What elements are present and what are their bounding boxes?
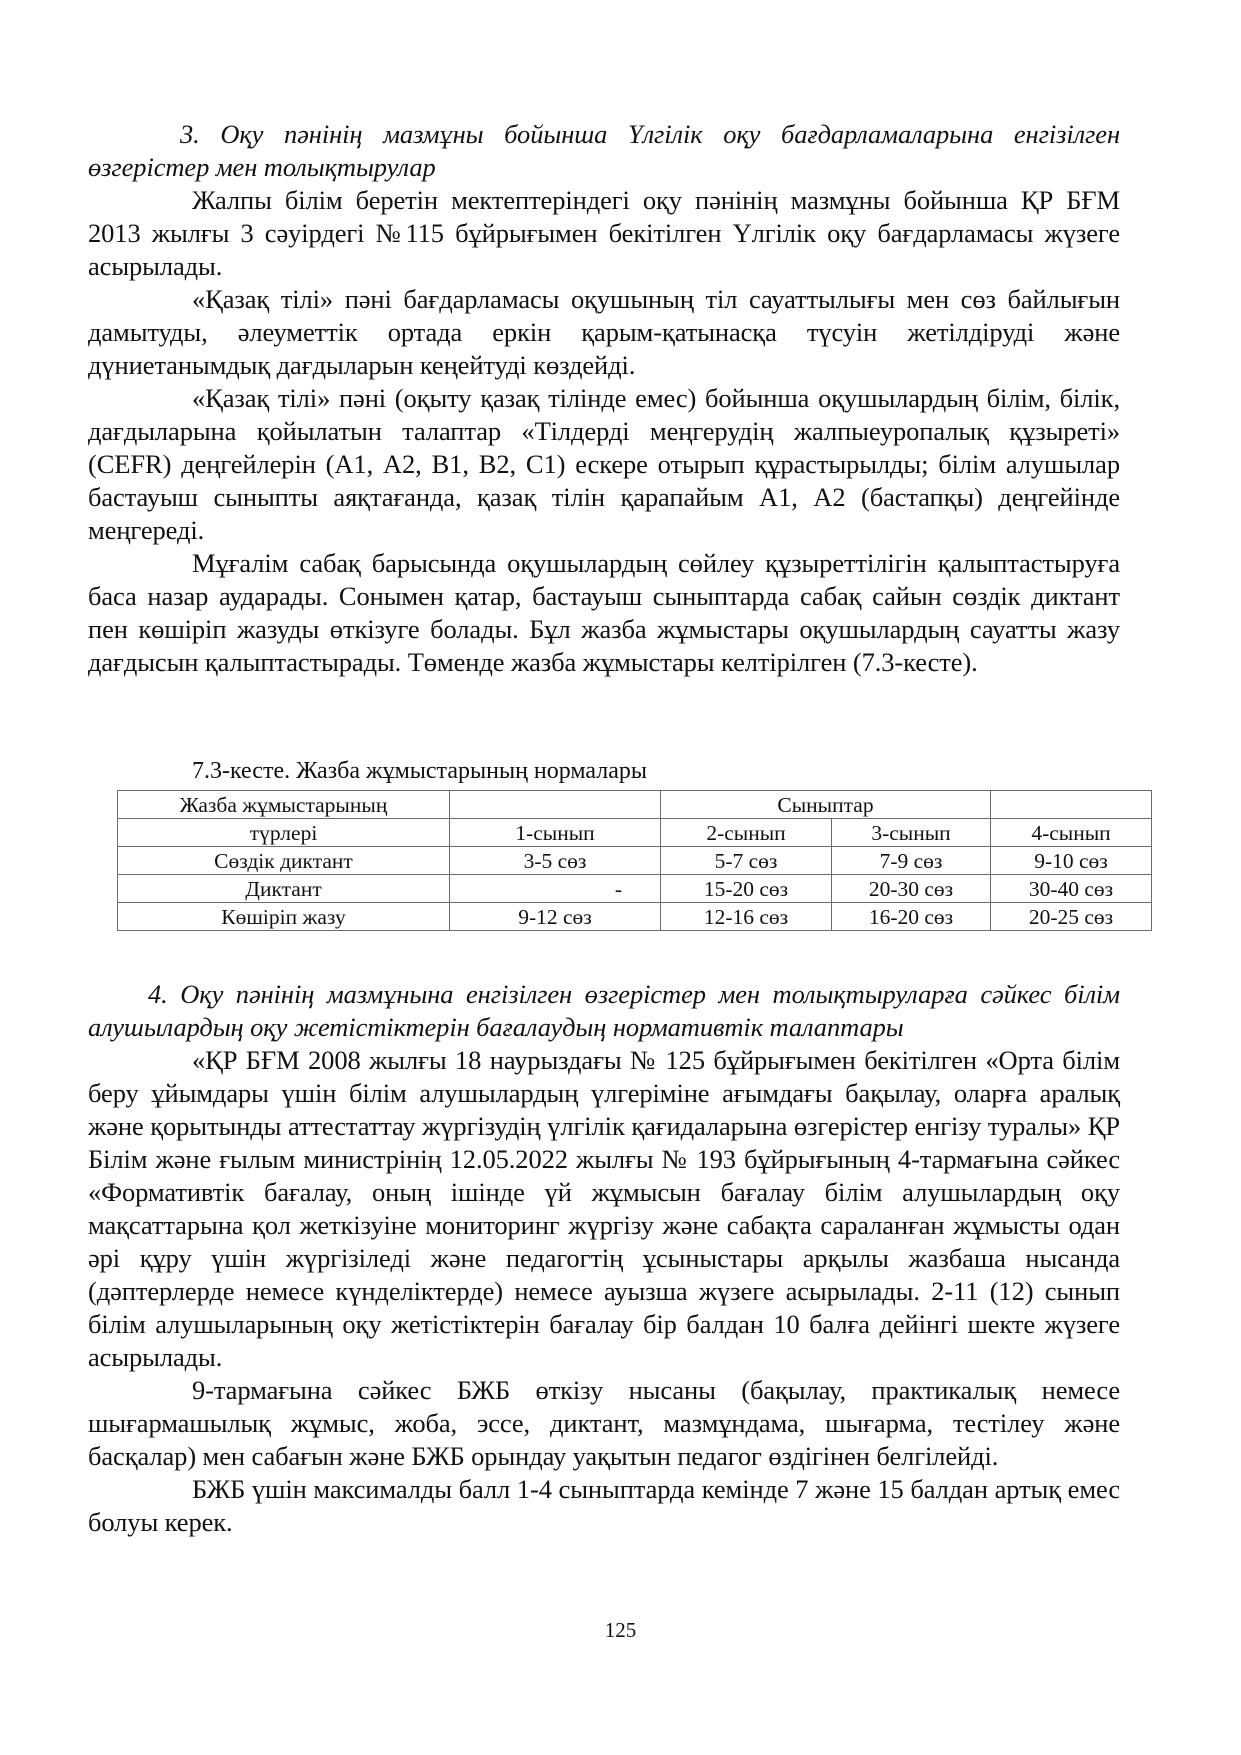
table-row (118, 847, 1152, 875)
table-cell: Көшіріп жазу (118, 903, 450, 931)
table-row (118, 903, 1152, 931)
paragraph: Жалпы білім беретін мектептеріндегі оқу пәнінің мазмұны бойынша ҚР БҒМ 2013 жылғы 3 сәуірдегі №115 бұйрығымен бекітілген Үлгілік оқу бағдарламасы жүзеге асырылады. (88, 185, 1120, 281)
section-3 (88, 118, 1120, 679)
table-header-row (118, 791, 1152, 819)
table-header-cell: 3-сынып (832, 819, 991, 847)
table-cell: 30-40 сөз (991, 875, 1152, 903)
page-number: 125 (604, 1618, 637, 1642)
paragraph: БЖБ үшін максималды балл 1-4 сыныптарда кемінде 7 және 15 балдан артық емес болуы керек. (88, 1474, 1120, 1537)
table-cell: Диктант (118, 875, 450, 903)
table-cell: 12-16 сөз (661, 903, 832, 931)
table-row (118, 875, 1152, 903)
table-cell: 9-10 сөз (991, 847, 1152, 875)
table-header-cell (991, 791, 1152, 819)
table-cell: 20-25 сөз (991, 903, 1152, 931)
table-header-cell-grades: Сыныптар (661, 791, 991, 819)
table-header-row (118, 819, 1152, 847)
table-cell: 7-9 сөз (832, 847, 991, 875)
table-cell: 9-12 сөз (450, 903, 661, 931)
table-header-cell: 4-сынып (991, 819, 1152, 847)
table-cell: - (450, 875, 661, 903)
table-cell: 5-7 сөз (661, 847, 832, 875)
section-4 (88, 978, 1120, 1539)
table-caption: 7.3-кесте. Жазба жұмыстарының нормалары (192, 758, 648, 784)
table-header-cell: 1-сынып (450, 819, 661, 847)
table-cell: 16-20 сөз (832, 903, 991, 931)
table-header-cell (450, 791, 661, 819)
paragraph: «Қазақ тілі» пәні бағдарламасы оқушының тіл сауаттылығы мен сөз байлығын дамытуды, әлеуметтік ортада еркін қарым-қатынасқа түсуін жетілдіруді және дүниетанымдық дағдыларын кеңейтуді көздейді. (88, 284, 1120, 380)
paragraph: Мұғалім сабақ барысында оқушылардың сөйлеу құзыреттілігін қалыптастыруға баса назар аударады. Сонымен қатар, бастауыш сыныптарда сабақ сайын сөздік диктант пен көшіріп жазуды өткізуге болады. Бұл жазба жұмыстары оқушылардың сауатты жазу дағдысын қалыптастырады. Төменде жазба жұмыстары келтірілген (7.3-кесте). (88, 548, 1120, 677)
paragraph: «Қазақ тілі» пәні (оқыту қазақ тілінде емес) бойынша оқушылардың білім, білік, дағдыларына қойылатын талаптар «Тілдерді меңгерудің жалпыеуропалық құзыреті» (CEFR) деңгейлерін (А1, А2, В1, В2, С1) ескере отырып құрастырылды; білім алушылар бастауыш сыныпты аяқтағанда, қазақ тілін қарапайым А1, А2 (бастапқы) деңгейінде меңгереді. (88, 383, 1120, 545)
table-header-cell: Жазба жұмыстарының (118, 791, 450, 819)
paragraph: 9-тармағына сәйкес БЖБ өткізу нысаны (бақылау, практикалық немесе шығармашылық жұмыс, жоба, эссе, диктант, мазмұндама, шығарма, тестілеу және басқалар) мен сабағын және БЖБ орындау уақытын педагог өздігінен белгілейді. (88, 1375, 1120, 1471)
table-cell: Сөздік диктант (118, 847, 450, 875)
section-3-heading: 3. Оқу пәнінің мазмұны бойынша Үлгілік оқу бағдарламаларына енгізілген өзгерістер мен толықтырулар (88, 119, 1120, 182)
table-header-cell: 2-сынып (661, 819, 832, 847)
section-4-heading: 4. Оқу пәнінің мазмұнына енгізілген өзгерістер мен толықтыруларға сәйкес білім алушылардың оқу жетістіктерін бағалаудың нормативтік талаптары (88, 979, 1120, 1042)
table-cell: 20-30 сөз (832, 875, 991, 903)
paragraph: «ҚР БҒМ 2008 жылғы 18 наурыздағы № 125 бұйрығымен бекітілген «Орта білім беру ұйымдары үшін білім алушылардың үлгеріміне ағымдағы бақылау, оларға аралық және қорытынды аттестаттау жүргізудің үлгілік қағидаларына өзгерістер енгізу туралы» ҚР Білім және ғылым министрінің 12.05.2022 жылғы № 193 бұйрығының 4-тармағына сәйкес «Формативтік бағалау, оның ішінде үй жұмысын бағалау білім алушылардың оқу мақсаттарына қол жеткізуіне мониторинг жүргізу және сабақта сараланған жұмысты одан әрі құру үшін жүргізіледі және педагогтің ұсыныстары арқылы жазбаша нысанда (дәптерлерде немесе күнделіктерде) немесе ауызша жүзеге асырылады. 2-11 (12) сынып білім алушыларының оқу жетістіктерін бағалау бір балдан 10 балға дейінгі шекте жүзеге асырылады. (88, 1045, 1120, 1372)
table-cell: 15-20 сөз (661, 875, 832, 903)
table-cell: 3-5 сөз (450, 847, 661, 875)
table-header-cell: түрлері (118, 819, 450, 847)
writing-norms-table (117, 790, 1152, 931)
